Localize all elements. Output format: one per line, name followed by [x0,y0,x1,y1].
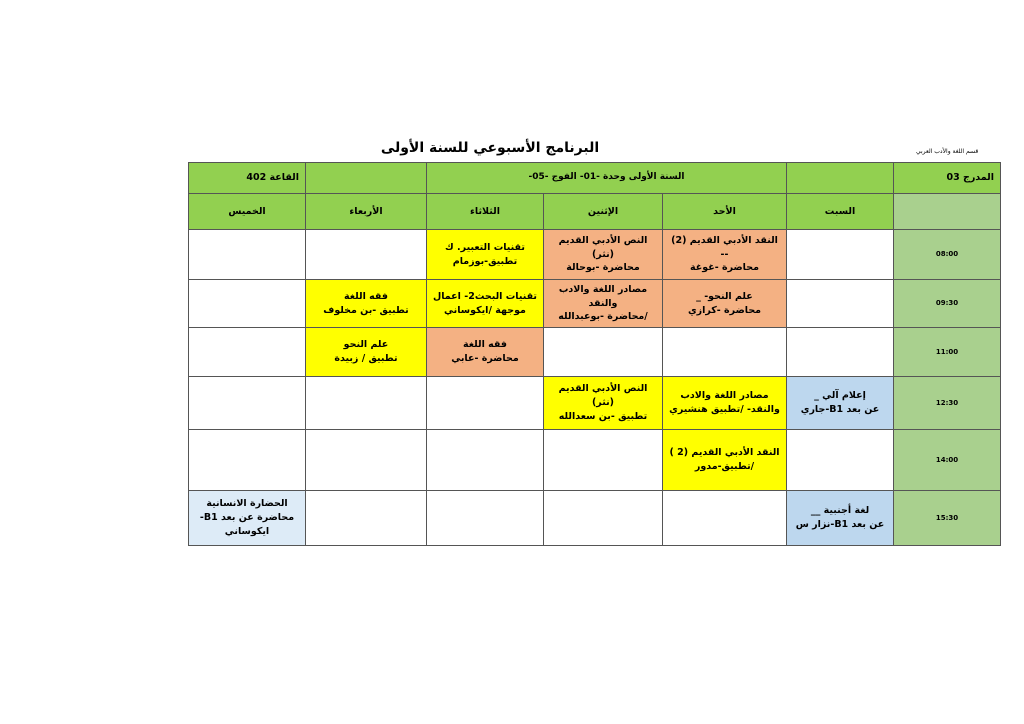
empty-slot [189,280,306,328]
session-cell [306,328,427,377]
time-slot: 09:30 [894,280,1001,328]
time-row-0800 [189,230,1001,280]
session-cell [544,280,663,328]
session-course: مصادر اللغة والادب والنقد [558,283,648,309]
empty-slot [663,328,787,377]
empty-slot [189,377,306,430]
session-teacher: عن بعد B1-جاري [800,404,880,415]
session-cell [427,328,544,377]
session-teacher: عن بعد B1-نزار س [795,519,885,530]
empty-slot [306,430,427,491]
session-course: تقنيات التعبير. ك [445,241,525,253]
time-slot: 08:00 [894,230,1001,280]
session-teacher: محاضرة -غوغة [690,262,759,274]
session-course: النقد الأدبي القديم (2 ) [669,447,780,459]
weekly-schedule-table [188,162,1001,546]
session-course: إعلام آلي _ [814,390,866,402]
session-course: علم النحو- _ [696,290,753,302]
day-arbiaa: الأربعاء [306,194,427,230]
session-course: مصادر اللغة والادب [680,390,769,402]
session-course: الحضارة الانسانية [206,498,288,510]
empty-slot [427,491,544,546]
time-row-0930 [189,280,1001,328]
session-cell [663,280,787,328]
empty-slot [787,328,894,377]
session-course: تقنيات البحث2- اعمال [433,290,537,302]
empty-slot [787,430,894,491]
session-teacher: محاضرة -بوحالة [566,262,640,274]
session-teacher: تطبيق -بن مخلوف [323,304,409,316]
session-teacher: تطبيق -بن سعدالله [558,410,648,422]
session-teacher: والنقد- /تطبيق هنشيري [669,404,780,415]
day-sabt: السبت [787,194,894,230]
session-teacher: /محاضرة -بوعبدالله [558,311,648,323]
session-cell [663,230,787,280]
session-course: النص الأدبي القديم (نثر) [558,383,648,409]
session-teacher: /تطبيق-مدور [694,461,755,472]
empty-slot [306,377,427,430]
header-empty-cell [306,163,427,194]
time-row-1530 [189,491,1001,546]
session-cell [787,491,894,546]
days-row [189,194,1001,230]
empty-slot [787,230,894,280]
session-cell [663,377,787,430]
session-teacher: محاضرة -عابي [451,353,519,364]
empty-slot [787,280,894,328]
session-cell [427,230,544,280]
department-label: قسم اللغة والأدب العربي [916,148,979,155]
session-cell [189,491,306,546]
header-row [189,163,1001,194]
empty-slot [663,491,787,546]
session-teacher: تطبيق-بوزمام [452,255,518,267]
day-thulatha: الثلاثاء [427,194,544,230]
room-label: القاعة 402 [189,163,306,194]
group-info: السنة الأولى وحدة -01- الفوج -05- [427,163,787,194]
day-ahad: الأحد [663,194,787,230]
session-cell [544,377,663,430]
time-row-1400 [189,430,1001,491]
empty-slot [306,491,427,546]
time-slot: 11:00 [894,328,1001,377]
corner-cell [894,194,1001,230]
day-ithnayn: الإثنين [544,194,663,230]
time-slot: 15:30 [894,491,1001,546]
session-cell [306,280,427,328]
empty-slot [189,230,306,280]
session-teacher: موجهة /ايكوساني [444,304,526,316]
time-row-1230 [189,377,1001,430]
empty-slot [544,430,663,491]
time-slot: 14:00 [894,430,1001,491]
time-slot: 12:30 [894,377,1001,430]
empty-slot [427,377,544,430]
session-course: النص الأدبي القديم (نثر) [558,234,648,260]
session-teacher: محاضرة عن بعد B1- [199,512,295,524]
empty-slot [544,491,663,546]
session-course: لغة أجنبية __ [810,505,870,517]
empty-slot [189,328,306,377]
session-teacher: محاضرة -كرازي [687,304,762,316]
session-course: علم النحو [343,339,389,351]
day-khamis: الخميس [189,194,306,230]
empty-slot [306,230,427,280]
empty-slot [427,430,544,491]
session-course: فقه اللغة [463,339,507,351]
empty-slot [189,430,306,491]
empty-slot [544,328,663,377]
session-course: النقد الأدبي القديم (2) -- [671,234,778,260]
time-row-1100 [189,328,1001,377]
session-cell [427,280,544,328]
session-course: فقه اللغة [344,290,388,302]
page-title: البرنامج الأسبوعي للسنة الأولى [380,140,600,156]
amphitheater-label: المدرج 03 [894,163,1001,194]
session-cell [544,230,663,280]
session-cell [787,377,894,430]
session-teacher: تطبيق / زبيدة [334,353,398,364]
header-empty-cell [787,163,894,194]
session-cell [663,430,787,491]
session-teacher: ايكوساني [224,525,270,537]
